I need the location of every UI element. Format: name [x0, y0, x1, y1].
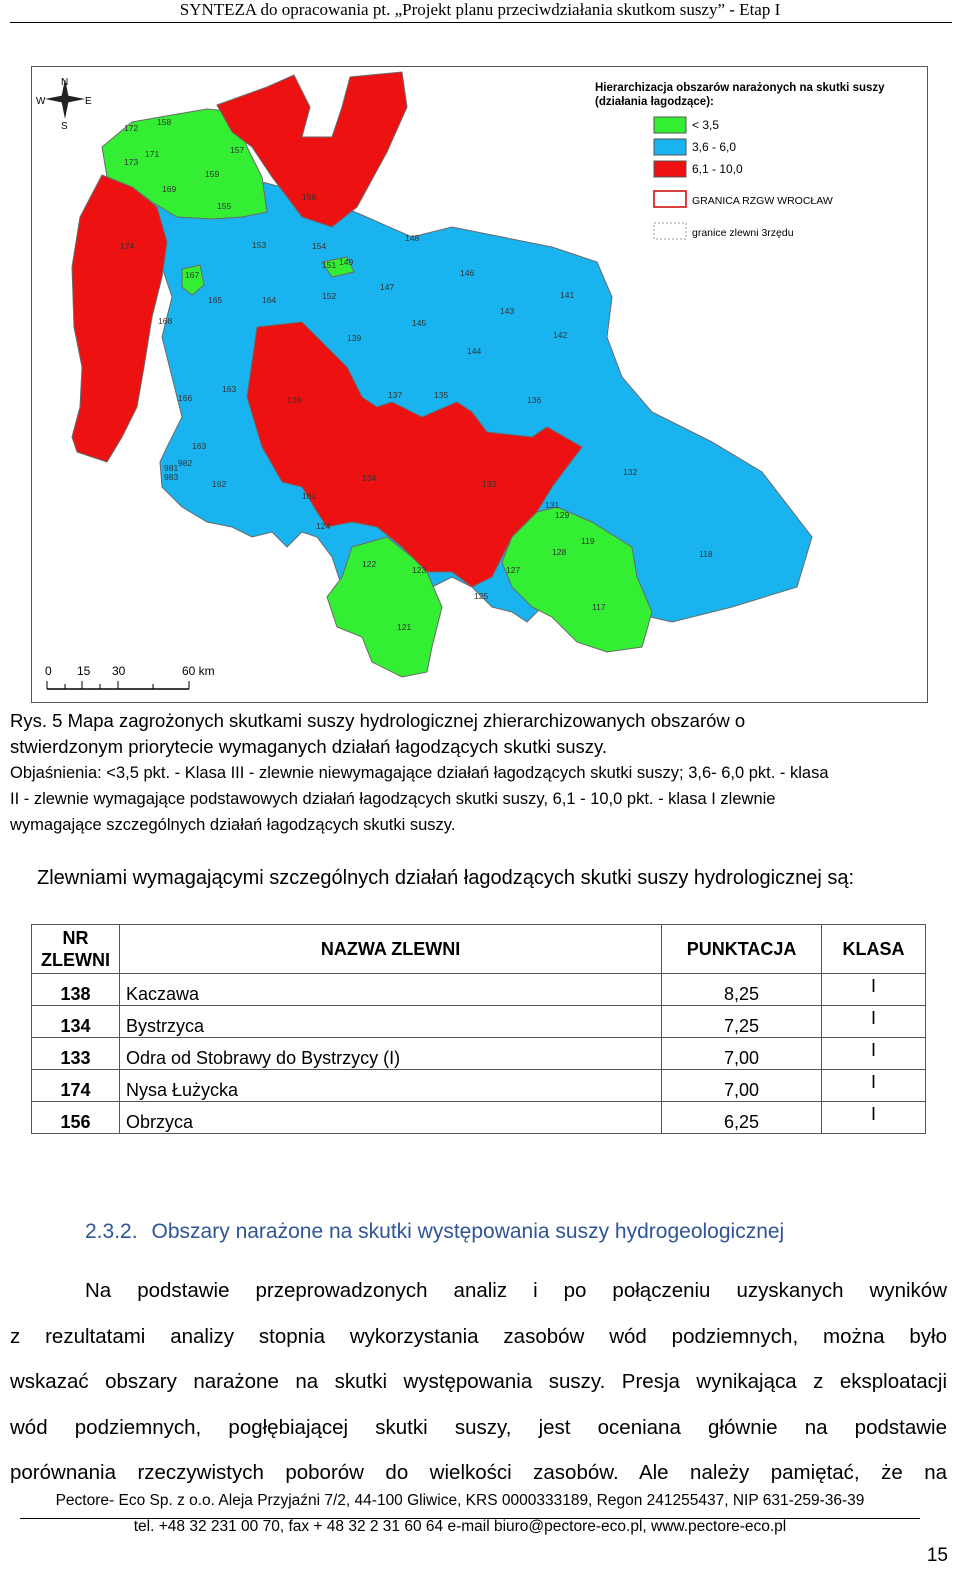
region-number: 124 — [316, 521, 331, 531]
region-number: 155 — [217, 201, 232, 211]
caption-line-4: II - zlewnie wymagające podstawowych działań łagodzących skutki suszy, 6,1 - 10,0 pkt. - klasa I zlewnie — [10, 790, 776, 808]
region-number: 159 — [205, 169, 220, 179]
region-number: 143 — [500, 306, 515, 316]
region-number: 133 — [482, 479, 497, 489]
legend-title-1: Hierarchizacja obszarów narażonych na skutki suszy — [595, 82, 885, 94]
cell-nr: 134 — [32, 1006, 120, 1038]
region-number: 153 — [252, 240, 267, 250]
region-number: 132 — [623, 467, 638, 477]
region-number: 125 — [474, 591, 489, 601]
region-number: 131 — [545, 500, 560, 510]
region-number: 145 — [412, 318, 427, 328]
region-number: 142 — [553, 330, 568, 340]
region-number: 147 — [380, 282, 395, 292]
region-number: 164 — [262, 295, 277, 305]
table-row — [32, 1006, 926, 1038]
svg-text:0: 0 — [45, 664, 52, 678]
cell-class: I — [822, 1102, 926, 1134]
body-line: wód podziemnych, pogłębiającej skutki suszy, jest oceniana głównie na podstawie — [10, 1415, 947, 1439]
legend-item-3: 6,1 - 10,0 — [692, 162, 743, 176]
cell-nr: 156 — [32, 1102, 120, 1134]
cell-name: Odra od Stobrawy do Bystrzycy (I) — [119, 1038, 661, 1070]
region-number: 121 — [397, 622, 412, 632]
catchments-table — [31, 924, 926, 1134]
region-number: 137 — [388, 390, 403, 400]
map-legend — [595, 82, 885, 239]
svg-text:15: 15 — [77, 664, 91, 678]
body-line: wskazać obszary narażone na skutki występowania suszy. Presja wynikająca z eksploatacji — [10, 1370, 947, 1393]
section-number: 2.3.2. — [85, 1220, 138, 1243]
body-line: z rezultatami analizy stopnia wykorzystania zasobów wód podziemnych, można było — [10, 1324, 947, 1348]
region-number: 129 — [555, 510, 570, 520]
legend-subcatchment: granice zlewni 3rzędu — [692, 227, 794, 239]
intro-sentence: Zlewniami wymagającymi szczególnych działań łagodzących skutki suszy hydrologicznej są: — [37, 867, 855, 889]
region-number: 165 — [208, 295, 223, 305]
region-number: 117 — [592, 602, 606, 612]
region-number: 162 — [212, 479, 227, 489]
cell-nr: 138 — [32, 974, 120, 1006]
region-number: 128 — [552, 547, 567, 557]
table-row — [32, 1102, 926, 1134]
svg-text:60 km: 60 km — [182, 664, 215, 678]
caption-line-1: Rys. 5 Mapa zagrożonych skutkami suszy hydrologicznej zhierarchizowanych obszarów o — [10, 710, 746, 731]
footer-company: Pectore- Eco Sp. z o.o. Aleja Przyjaźni 7/2, 44-100 Gliwice, KRS 0000333189, Regon 241255437, NIP 631-259-36-39 — [55, 1492, 865, 1509]
region-number: 135 — [434, 390, 449, 400]
cell-score: 7,00 — [662, 1038, 822, 1070]
scale-bar — [45, 664, 215, 689]
header-name: NAZWA ZLEWNI — [119, 925, 661, 974]
caption-line-2: stwierdzonym priorytecie wymaganych działań łagodzących skutki suszy. — [10, 736, 608, 757]
cell-name: Bystrzyca — [119, 1006, 661, 1038]
region-number: 123 — [412, 565, 427, 575]
compass-w: W — [36, 96, 46, 107]
region-number: 119 — [581, 536, 595, 546]
section-title: Obszary narażone na skutki występowania suszy hydrogeologicznej — [151, 1220, 785, 1243]
region-number: 171 — [145, 149, 160, 159]
caption-line-3: Objaśnienia: <3,5 pkt. - Klasa III - zlewnie niewymagające działań łagodzących skutki suszy; 3,6- 6,0 pkt. - klasa — [10, 764, 829, 782]
region-number: 134 — [362, 473, 377, 483]
cell-class: I — [822, 1038, 926, 1070]
legend-item-2: 3,6 - 6,0 — [692, 140, 737, 154]
region-number: 156 — [302, 192, 317, 202]
region-number: 118 — [699, 549, 713, 559]
cell-name: Kaczawa — [119, 974, 661, 1006]
region-number: 173 — [124, 157, 139, 167]
cell-score: 6,25 — [662, 1102, 822, 1134]
region-number: 138 — [287, 395, 302, 405]
region-number: 174 — [120, 241, 135, 251]
region-number: 139 — [347, 333, 362, 343]
svg-text:30: 30 — [112, 664, 126, 678]
cell-class: I — [822, 1006, 926, 1038]
section-heading — [85, 1220, 784, 1244]
region-number: 151 — [322, 260, 337, 270]
region-number: 982 — [178, 458, 193, 468]
region-number: 127 — [506, 565, 521, 575]
header-rule — [10, 22, 952, 23]
legend-title-2: (działania łagodzące): — [595, 96, 714, 108]
header-class: KLASA — [822, 925, 926, 974]
map-svg — [32, 67, 927, 702]
cell-nr: 174 — [32, 1070, 120, 1102]
region-number: 149 — [339, 257, 354, 267]
body-paragraph — [10, 1268, 947, 1496]
legend-item-1: < 3,5 — [692, 118, 720, 132]
region-number: 172 — [124, 123, 139, 133]
region-number: 169 — [162, 184, 177, 194]
cell-name: Nysa Łużycka — [119, 1070, 661, 1102]
cell-score: 7,25 — [662, 1006, 822, 1038]
table-row — [32, 974, 926, 1006]
region-class-i-west — [72, 175, 167, 462]
region-number: 152 — [322, 291, 337, 301]
cell-class: I — [822, 1070, 926, 1102]
caption-line-5: wymagające szczególnych działań łagodzących skutki suszy. — [10, 816, 456, 834]
table-header-row — [32, 925, 926, 974]
body-line: porównania rzeczywistych poborów do wielkości zasobów. Ale należy pamiętać, że na — [10, 1461, 947, 1484]
footer-contact: tel. +48 32 231 00 70, fax + 48 32 2 31 60 64 e-mail biuro@pectore-eco.pl, www.pectore-eco.pl — [133, 1518, 787, 1535]
cell-score: 8,25 — [662, 974, 822, 1006]
region-number: 163 — [192, 441, 207, 451]
figure-caption — [10, 708, 940, 838]
region-number: 166 — [178, 393, 193, 403]
compass-n: N — [61, 77, 69, 88]
body-line: Na podstawie przeprowadzonych analiz i po połączeniu uzyskanych wyników — [85, 1279, 947, 1302]
legend-boundary: GRANICA RZGW WROCŁAW — [692, 195, 833, 207]
header-nr: NR ZLEWNI — [32, 925, 120, 974]
table-row — [32, 1038, 926, 1070]
cell-name: Obrzyca — [119, 1102, 661, 1134]
header-score: PUNKTACJA — [662, 925, 822, 974]
region-number: 163 — [222, 384, 237, 394]
region-number: 136 — [527, 395, 542, 405]
region-number: 981 — [164, 463, 179, 473]
region-number: 157 — [230, 145, 245, 155]
cell-score: 7,00 — [662, 1070, 822, 1102]
page-number: 15 — [926, 1545, 948, 1566]
region-number: 161 — [302, 491, 317, 501]
region-number: 167 — [185, 270, 200, 280]
region-number: 141 — [560, 290, 575, 300]
cell-class: I — [822, 974, 926, 1006]
table-row — [32, 1070, 926, 1102]
region-number: 983 — [164, 472, 179, 482]
page-header: SYNTEZA do opracowania pt. „Projekt planu przeciwdziałania skutkom suszy” - Etap I — [179, 0, 781, 19]
region-number: 168 — [158, 316, 173, 326]
compass-rose-icon — [36, 77, 92, 132]
region-number: 148 — [405, 233, 420, 243]
region-number: 154 — [312, 241, 327, 251]
region-number: 122 — [362, 559, 377, 569]
compass-e: E — [85, 96, 92, 107]
region-number: 158 — [157, 117, 172, 127]
cell-nr: 133 — [32, 1038, 120, 1070]
compass-s: S — [61, 121, 68, 132]
drought-map — [31, 66, 928, 703]
region-number: 146 — [460, 268, 475, 278]
region-number: 144 — [467, 346, 482, 356]
